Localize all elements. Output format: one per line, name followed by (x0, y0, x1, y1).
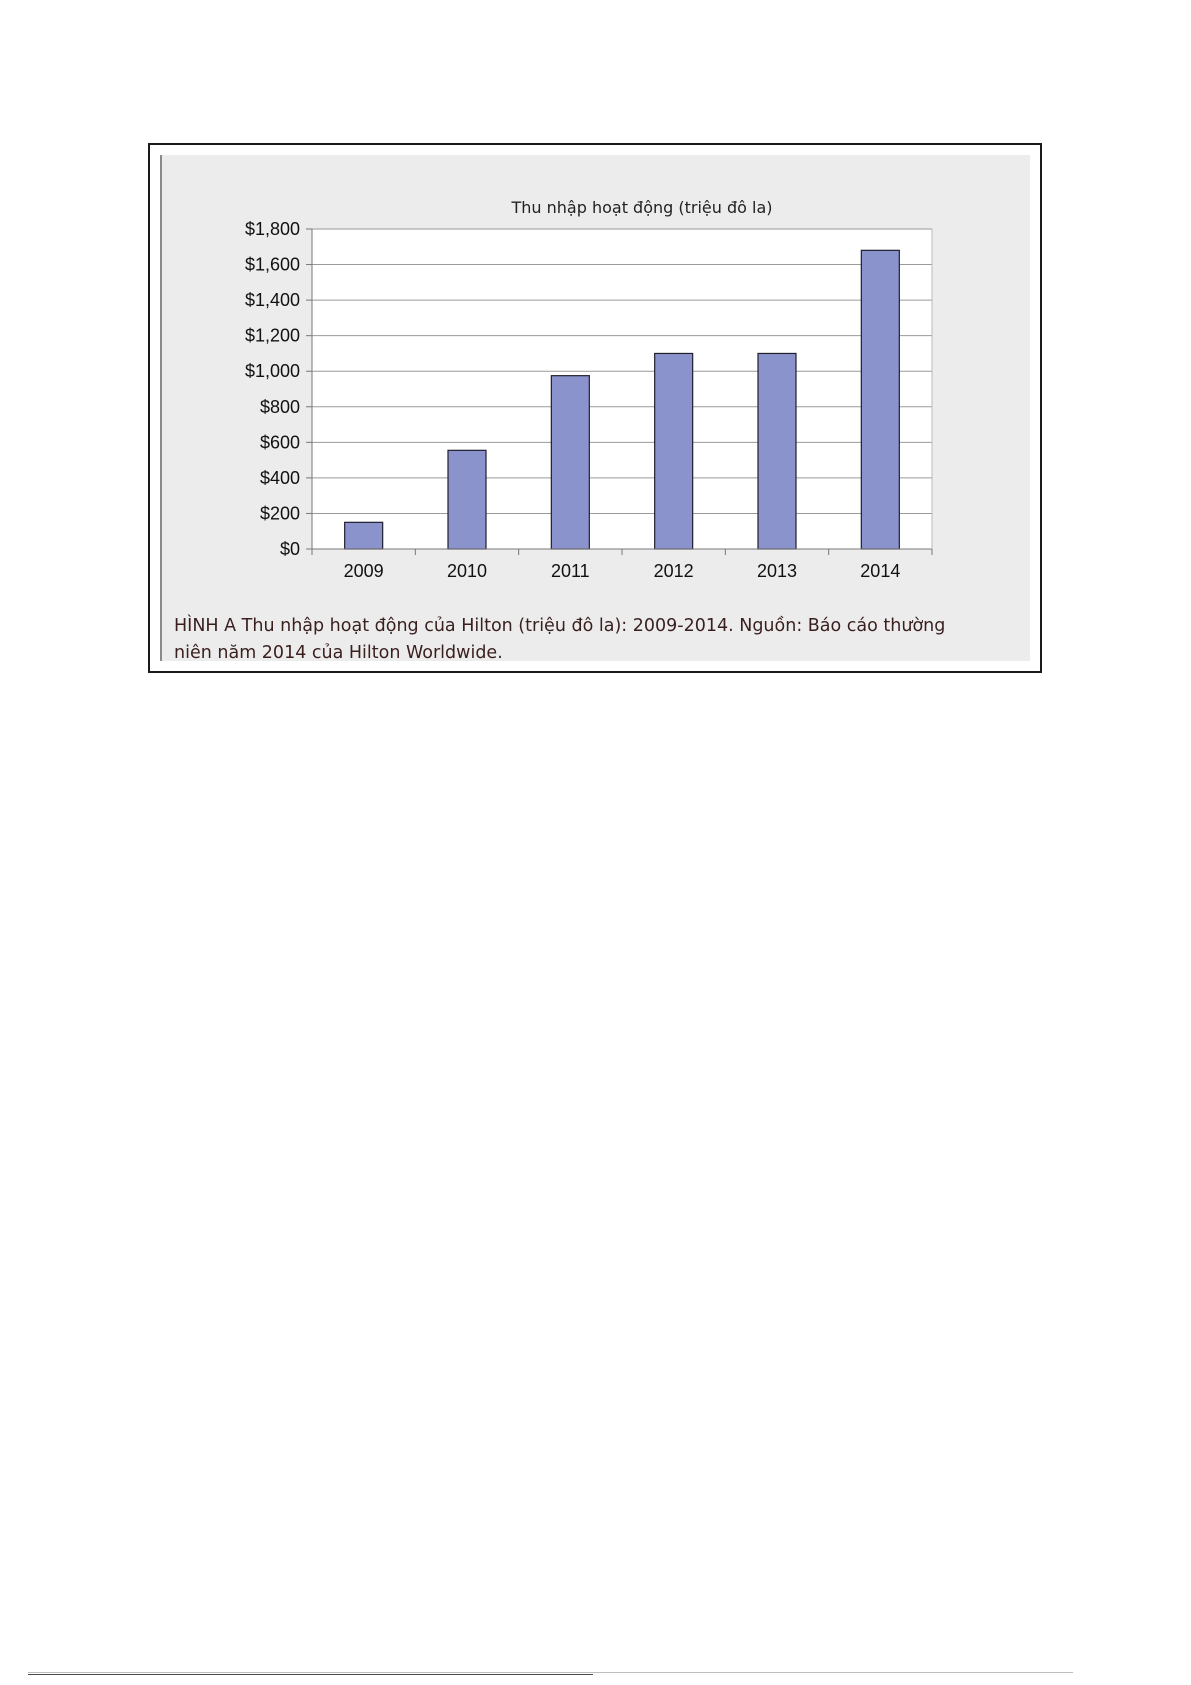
y-tick-label: $0 (279, 539, 300, 559)
y-tick-labels (245, 219, 300, 559)
x-tick-label: 2011 (550, 561, 590, 581)
x-tick-label: 2012 (653, 561, 694, 581)
x-tick-label: 2010 (446, 561, 488, 581)
y-tick-label: $1,200 (244, 325, 300, 346)
caption-line-1: HÌNH A Thu nhập hoạt động của Hilton (triệu đô la): 2009-2014. Nguồn: Báo cáo thường (174, 616, 946, 636)
y-tick-label: $600 (259, 432, 300, 453)
y-tick-label: $1,400 (244, 290, 300, 311)
footer-rule (28, 1672, 1073, 1673)
bar-2010 (448, 450, 486, 549)
chart-title: Thu nhập hoạt động (triệu đô la) (511, 198, 773, 217)
bar-2009 (345, 522, 383, 549)
figure-caption (174, 613, 1014, 667)
y-tick-label: $1,800 (244, 219, 300, 239)
x-tick-label: 2009 (343, 561, 384, 581)
figure-frame (148, 143, 1042, 673)
bar-2013 (758, 353, 796, 549)
y-tick-label: $200 (259, 503, 300, 524)
y-tick-label: $800 (259, 396, 300, 417)
footnote-rule (28, 1674, 593, 1675)
y-tick-label: $400 (259, 467, 300, 488)
caption-line-2: niên năm 2014 của Hilton Worldwide. (174, 643, 503, 663)
x-tick-label: 2013 (756, 561, 798, 581)
y-tick-label: $1,000 (244, 361, 300, 382)
y-tick-label: $1,600 (244, 254, 300, 275)
bar-2014 (861, 250, 899, 549)
bar-2012 (655, 353, 693, 549)
bar-2011 (551, 376, 589, 549)
plot-background (312, 229, 932, 549)
x-tick-labels (344, 561, 901, 581)
figure-panel (160, 155, 1030, 661)
bar-chart (162, 155, 1032, 615)
x-tick-label: 2014 (860, 561, 901, 581)
